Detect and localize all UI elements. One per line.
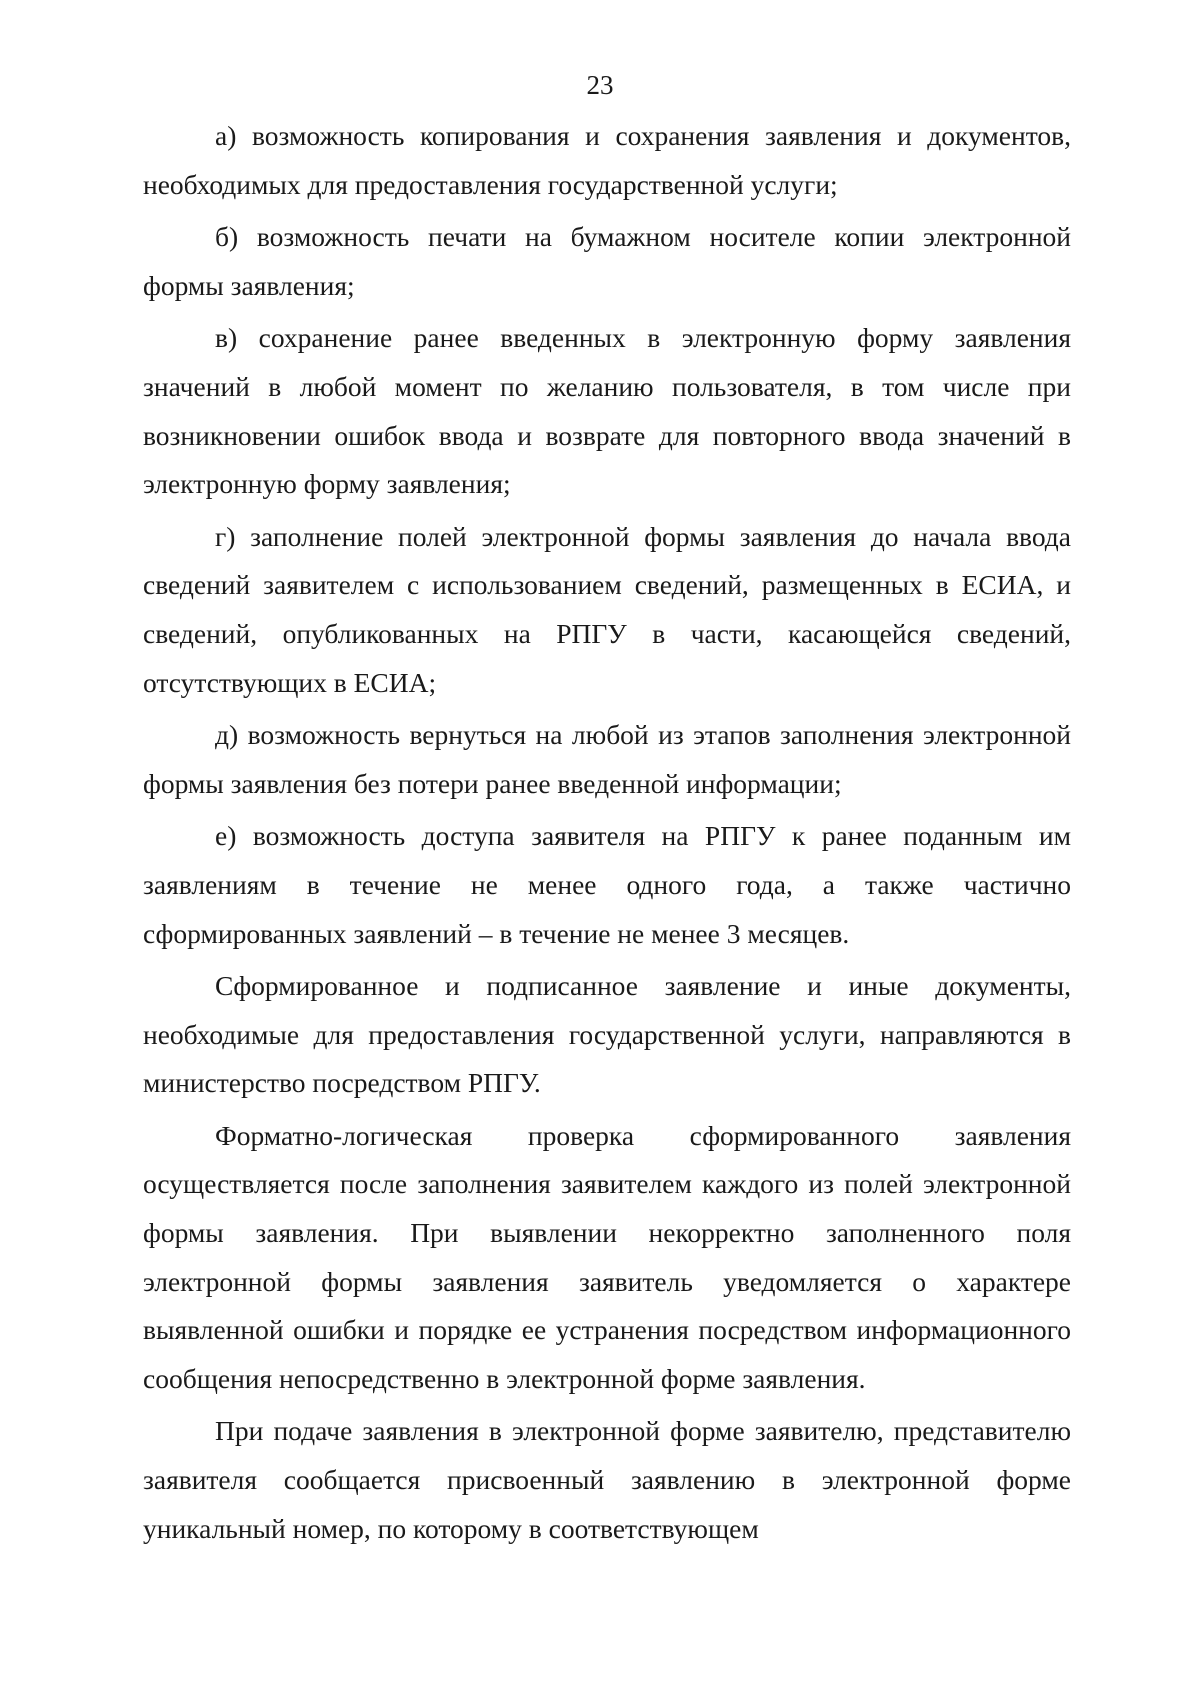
paragraph-b-print: б) возможность печати на бумажном носителе копии электронной формы заявления; — [143, 221, 1071, 301]
paragraph-v-save-values: в) сохранение ранее введенных в электронную форму заявления значений в любой момент по желанию пользователя, в том числе при возникновении ошибок ввода и возврате для повторного ввода значений в электронную форму заявления; — [143, 322, 1071, 500]
paragraph-a-copy-save: а) возможность копирования и сохранения заявления и документов, необходимых для предоставления государственной услуги; — [143, 120, 1071, 200]
paragraph-submission: Сформированное и подписанное заявление и иные документы, необходимые для предоставления государственной услуги, направляются в министерство посредством РПГУ. — [143, 970, 1071, 1099]
paragraph-e-access: е) возможность доступа заявителя на РПГУ к ранее поданным им заявлениям в течение не менее одного года, а также частично сформированных заявлений – в течение не менее 3 месяцев. — [143, 820, 1071, 949]
document-body — [143, 112, 1071, 1557]
page-number: 23 — [586, 70, 614, 100]
paragraph-format-check: Форматно-логическая проверка сформированного заявления осуществляется после заполнения заявителем каждого из полей электронной формы заявления. При выявлении некорректно заполненного поля электронной формы заявления заявитель уведомляется о характере выявленной ошибки и порядке ее устранения посредством информационного сообщения непосредственно в электронной форме заявления. — [143, 1119, 1071, 1394]
paragraph-d-return-step: д) возможность вернуться на любой из этапов заполнения электронной формы заявления без потери ранее введенной информации; — [143, 719, 1071, 799]
paragraph-unique-number: При подаче заявления в электронной форме заявителю, представителю заявителя сообщается присвоенный заявлению в электронной форме уникальный номер, по которому в соответствующем — [143, 1415, 1071, 1544]
paragraph-g-prefill: г) заполнение полей электронной формы заявления до начала ввода сведений заявителем с использованием сведений, размещенных в ЕСИА, и сведений, опубликованных на РПГУ в части, касающейся сведений, отсутствующих в ЕСИА; — [143, 520, 1071, 698]
